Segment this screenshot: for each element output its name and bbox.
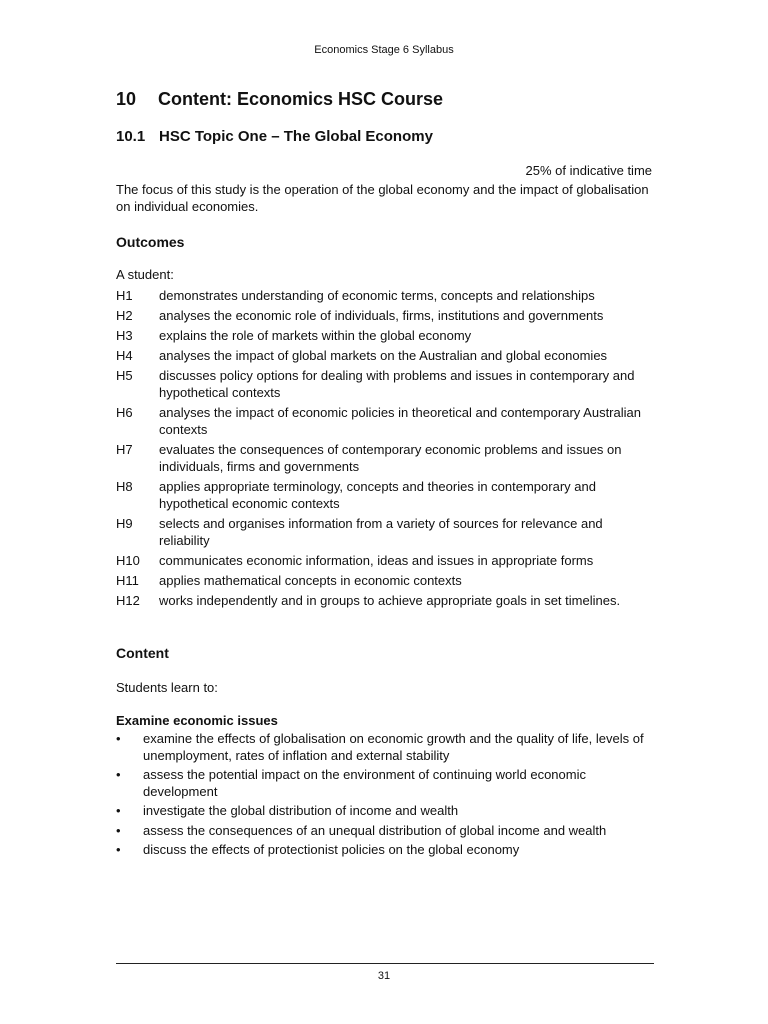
outcome-item (116, 327, 656, 344)
outcome-item (116, 572, 656, 589)
bullet-glyph: • (116, 822, 121, 838)
outcome-item (116, 347, 656, 364)
outcome-code: H3 (116, 328, 133, 343)
outcome-item (116, 552, 656, 569)
outcome-code: H12 (116, 593, 140, 608)
content-heading: Content (116, 645, 169, 661)
indicative-time-note: 25% of indicative time (525, 163, 652, 178)
footer-divider (116, 963, 654, 964)
outcome-item (116, 307, 656, 324)
outcome-text: selects and organises information from a variety of sources for relevance and reliability (159, 516, 603, 548)
outcome-item (116, 441, 656, 475)
outcome-code: H2 (116, 308, 133, 323)
outcome-code: H5 (116, 368, 133, 383)
page-number: 31 (377, 970, 391, 982)
outcomes-list (116, 287, 656, 612)
outcome-code: H4 (116, 348, 133, 363)
content-lead: Students learn to: (116, 680, 218, 695)
outcome-text: applies mathematical concepts in economic contexts (159, 573, 462, 588)
outcome-code: H9 (116, 516, 133, 531)
content-subheading: Examine economic issues (116, 713, 278, 728)
bullet-glyph: • (116, 731, 121, 746)
outcome-item (116, 367, 656, 401)
outcome-text: analyses the impact of economic policies in theoretical and contemporary Australian contexts (159, 405, 641, 437)
outcome-item (116, 478, 656, 512)
list-item (116, 803, 656, 820)
bullet-glyph: • (116, 803, 121, 818)
outcome-code: H10 (116, 553, 140, 568)
outcome-text: evaluates the consequences of contemporary economic problems and issues on individuals, firms and governments (159, 442, 622, 474)
bullet-glyph: • (116, 842, 121, 857)
section-number: 10 (116, 89, 137, 109)
outcome-text: analyses the economic role of individuals, firms, institutions and governments (159, 308, 604, 323)
bullet-glyph: • (116, 767, 121, 782)
outcome-item (116, 515, 656, 549)
list-item (116, 731, 656, 764)
content-bullet-list (116, 731, 656, 862)
outcome-item (116, 287, 656, 304)
list-item (116, 767, 656, 800)
list-item (116, 842, 656, 859)
outcome-code: H6 (116, 405, 133, 420)
bullet-text: examine the effects of globalisation on economic growth and the quality of life, levels of unemployment, rates of inflation and external stability (143, 731, 644, 763)
bullet-text: discuss the effects of protectionist policies on the global economy (143, 842, 520, 857)
outcome-item (116, 404, 656, 438)
running-header: Economics Stage 6 Syllabus (314, 44, 454, 56)
subsection-title: HSC Topic One – The Global Economy (159, 128, 433, 145)
outcome-text: explains the role of markets within the global economy (159, 328, 472, 343)
section-heading (116, 88, 443, 110)
bullet-text: assess the potential impact on the environment of continuing world economic development (143, 767, 586, 799)
section-title: Content: Economics HSC Course (158, 89, 444, 109)
outcome-text: demonstrates understanding of economic terms, concepts and relationships (159, 288, 595, 303)
outcomes-lead: A student: (116, 267, 174, 282)
outcome-item (116, 592, 656, 609)
outcome-text: applies appropriate terminology, concepts and theories in contemporary and hypothetical economic contexts (159, 479, 596, 511)
list-item (116, 823, 656, 840)
outcome-code: H1 (116, 288, 133, 303)
outcome-code: H7 (116, 442, 133, 457)
outcome-text: analyses the impact of global markets on the Australian and global economies (159, 348, 608, 363)
outcome-text: communicates economic information, ideas and issues in appropriate forms (159, 553, 594, 568)
outcome-code: H8 (116, 479, 133, 494)
outcome-text: discusses policy options for dealing with problems and issues in contemporary and hypothetical contexts (159, 368, 635, 400)
outcome-code: H11 (116, 573, 139, 588)
outcome-text: works independently and in groups to achieve appropriate goals in set timelines. (159, 593, 621, 608)
intro-paragraph: The focus of this study is the operation of the global economy and the impact of globalisation on individual economies. (116, 182, 649, 214)
bullet-text: assess the consequences of an unequal distribution of global income and wealth (143, 822, 607, 838)
subsection-heading (116, 128, 433, 146)
outcomes-heading: Outcomes (116, 234, 185, 250)
bullet-text: investigate the global distribution of income and wealth (143, 803, 459, 818)
subsection-number: 10.1 (116, 128, 146, 145)
